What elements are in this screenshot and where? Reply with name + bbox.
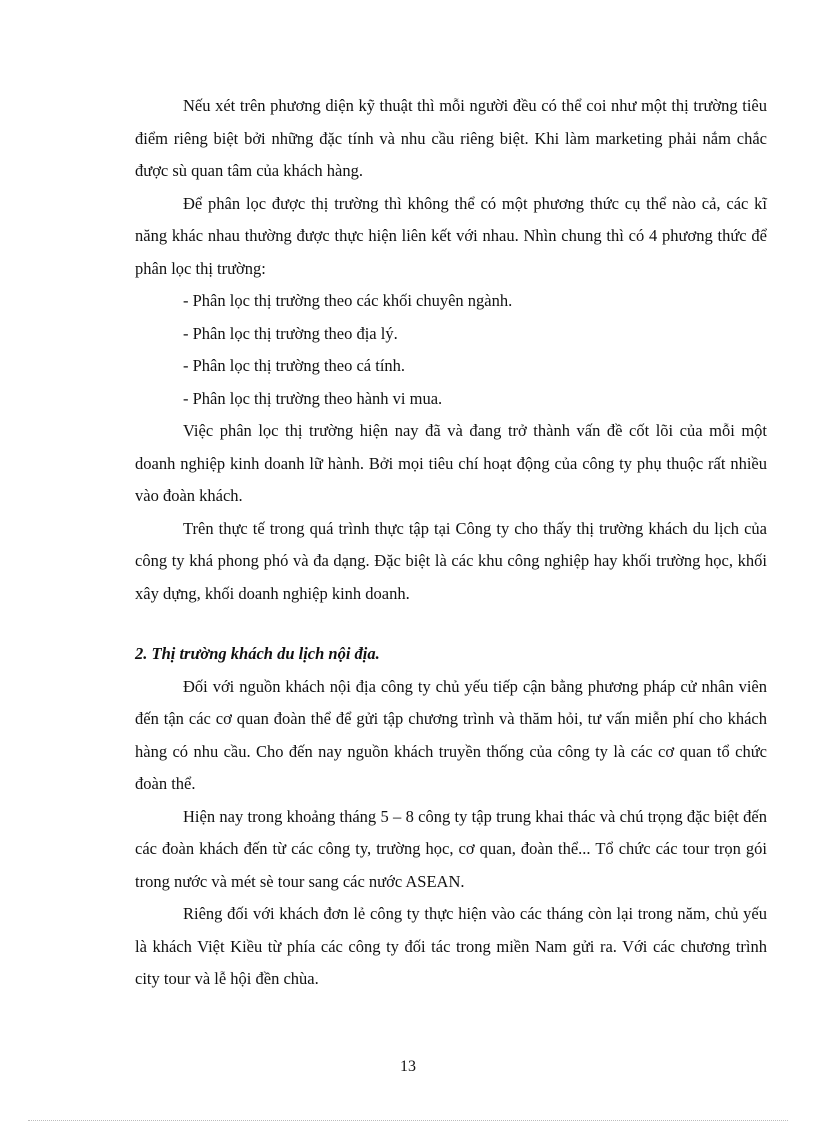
page-body <box>135 90 767 996</box>
footer-divider <box>28 1120 788 1121</box>
paragraph: Nếu xét trên phương diện kỹ thuật thì mỗi người đều có thể coi như một thị trường tiêu điểm riêng biệt bởi những đặc tính và nhu cầu riêng biệt. Khi làm marketing phải nắm chắc được sù quan tâm của khách hàng. <box>135 96 767 180</box>
list-item: - Phân lọc thị trường theo cá tính. <box>183 356 406 375</box>
list-item: - Phân lọc thị trường theo địa lý. <box>183 323 398 343</box>
paragraph: Riêng đối với khách đơn lẻ công ty thực hiện vào các tháng còn lại trong năm, chủ yếu là khách Việt Kiều từ phía các công ty đối tác trong miền Nam gửi ra. Với các chương trình city tour và lễ hội đền chùa. <box>135 904 767 988</box>
paragraph: Để phân lọc được thị trường thì không thể có một phương thức cụ thể nào cả, các kĩ năng khác nhau thường được thực hiện liên kết với nhau. Nhìn chung thì có 4 phương thức để phân lọc thị trường: <box>135 193 767 278</box>
page-number: 13 <box>400 1058 416 1075</box>
paragraph: Trên thực tế trong quá trình thực tập tại Công ty cho thấy thị trường khách du lịch của công ty khá phong phó và đa dạng. Đặc biệt là các khu công nghiệp hay khối trường học, khối xây dựng, khối doanh nghiệp kinh doanh. <box>135 518 767 603</box>
paragraph: Việc phân lọc thị trường hiện nay đã và đang trở thành vấn đề cốt lõi của mỗi một doanh nghiệp kinh doanh lữ hành. Bởi mọi tiêu chí hoạt động của công ty phụ thuộc rất nhiều vào đoàn khách. <box>135 421 767 505</box>
section-heading: 2. Thị trường khách du lịch nội địa. <box>135 644 380 663</box>
paragraph: Hiện nay trong khoảng tháng 5 – 8 công ty tập trung khai thác và chú trọng đặc biệt đến các đoàn khách đến từ các công ty, trường học, cơ quan, đoàn thể... Tổ chức các tour trọn gói trong nước và mét sè tour sang các nước ASEAN. <box>135 806 767 891</box>
paragraph: Đối với nguồn khách nội địa công ty chủ yếu tiếp cận bằng phương pháp cử nhân viên đến tận các cơ quan đoàn thể để gửi tập chương trình và thăm hỏi, tư vấn miễn phí cho khách hàng có nhu cầu. Cho đến nay nguồn khách truyền thống của công ty là các cơ quan tổ chức đoàn thể. <box>135 676 767 793</box>
list-item: - Phân lọc thị trường theo hành vi mua. <box>183 388 443 408</box>
list-item: - Phân lọc thị trường theo các khối chuyên ngành. <box>183 291 513 310</box>
